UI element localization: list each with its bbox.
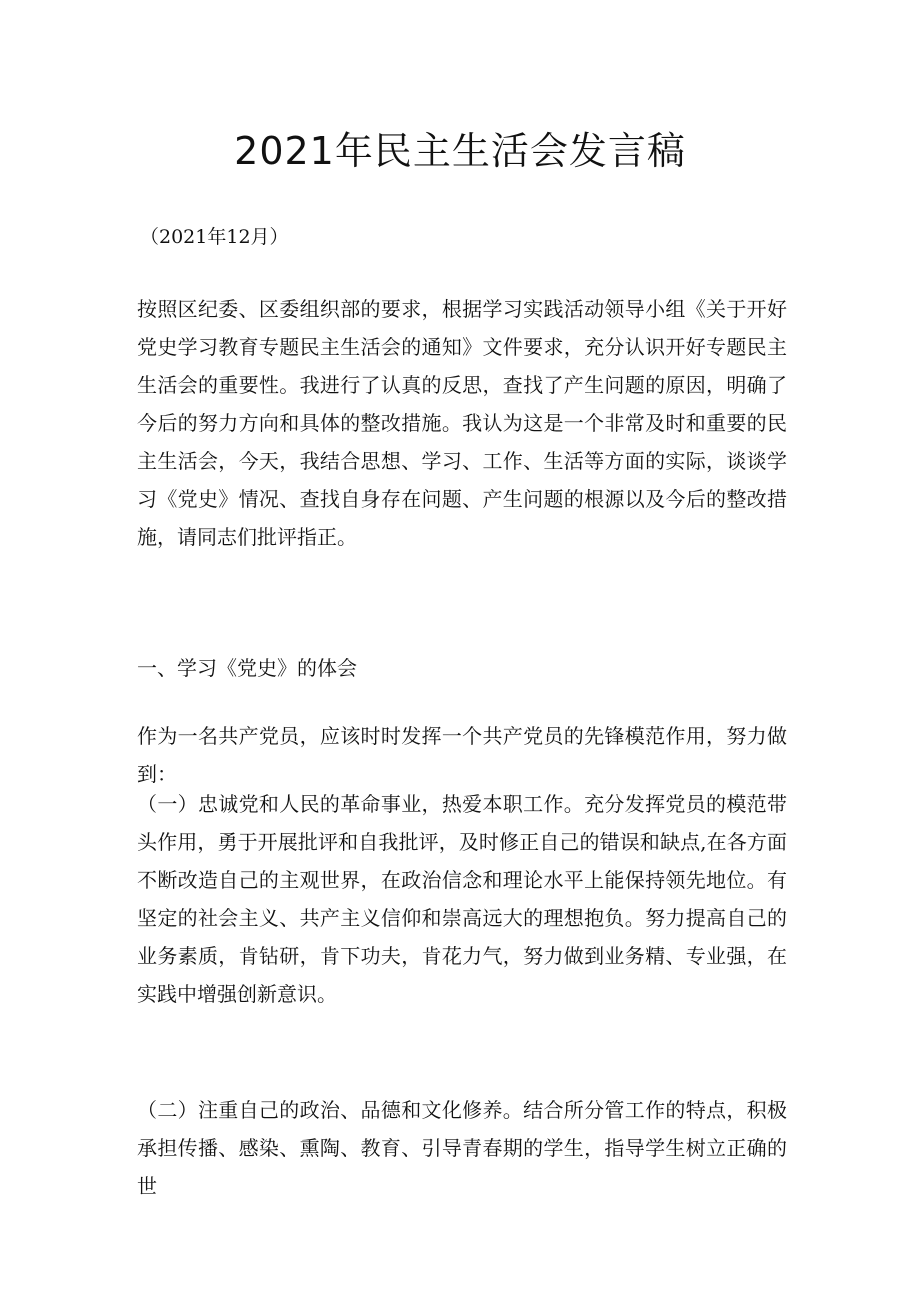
section-lead-paragraph: 作为一名共产党员，应该时时发挥一个共产党员的先锋模范作用，努力做到： [137, 724, 787, 786]
intro-paragraph: 按照区纪委、区委组织部的要求，根据学习实践活动领导小组《关于开好党史学习教育专题民主生活会的通知》文件要求，充分认识开好专题民主生活会的重要性。我进行了认真的反思，查找了产生问题的原因，明确了今后的努力方向和具体的整改措施。我认为这是一个非常及时和重要的民主生活会，今天，我结合思想、学习、工作、生活等方面的实际，谈谈学习《党史》情况、查找自身存在问题、产生问题的根源以及今后的整改措施，请同志们批评指正。 [137, 297, 787, 549]
document-title: 2021年民主生活会发言稿 [234, 129, 686, 173]
item-two-container [0, 1091, 920, 1198]
document-date: （2021年12月） [140, 226, 289, 248]
item-one-paragraph: （一）忠诚党和人民的革命事业，热爱本职工作。充分发挥党员的模范带头作用，勇于开展批评和自我批评，及时修正自己的错误和缺点,在各方面不断改造自己的主观世界，在政治信念和理论水平上能保持领先地位。有坚定的社会主义、共产主义信仰和崇高远大的理想抱负。努力提高自己的业务素质，肯钻研，肯下功夫，肯花力气，努力做到业务精、专业强，在实践中增强创新意识。 [137, 792, 787, 1006]
item-two-paragraph: （二）注重自己的政治、品德和文化修养。结合所分管工作的特点，积极承担传播、感染、熏陶、教育、引导青春期的学生，指导学生树立正确的世 [137, 1098, 787, 1198]
section-heading: 一、学习《党史》的体会 [137, 656, 357, 680]
